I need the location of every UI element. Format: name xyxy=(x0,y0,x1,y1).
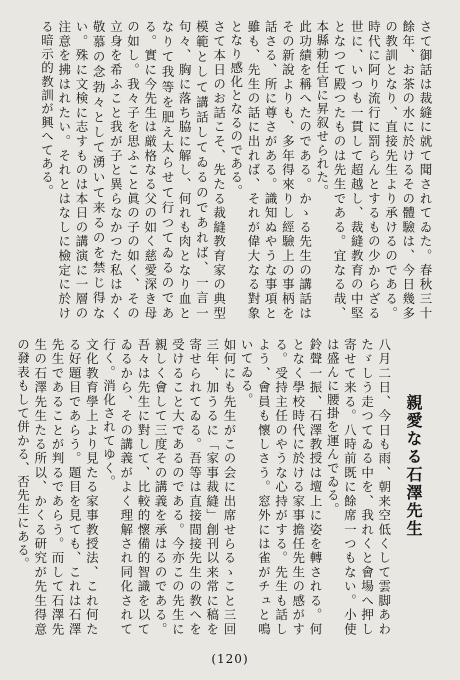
text-area xyxy=(15,20,434,636)
section-heading: 親愛なる石澤先生 xyxy=(404,394,423,538)
paragraph: 如何にも先生がこの会に出席せらるゝこと三回三年、加うるに「家事裁縫」創刊以来常に稿を寄せられてゐる。吾等は直接間接先生の教へを受けること大であるのである。今亦この先生に親しく會して三度その講義を承はるのである。吾々は先生に對して、比較的懷備的智識を以てゐるから、その講義がよく理解され同化されて行く。消化されてゆく。 xyxy=(101,338,237,636)
paragraph: 文化教育學上より見たる家事教授法、これ何たる好題目であらう。題目を見ても、これは石澤先生であることが判るであらう。而して石澤先生の石澤先生たる所以、かくる研究が先生得意の發表もして併かる、否先生にある。 xyxy=(15,338,100,636)
paragraph: 八月二日、今日も雨、朝来空低くして雲脚あわたゞしう走つてゐる中を、我れくと會場へ押し寄せて来る。八時前既に餘席一つもない。小使は盛んに腰掛を運んでゐる。 xyxy=(325,338,392,636)
paragraph: さて本日のお話こそ、先たる裁縫教育家の典型模範として講話してゐるのであれば、一言一句々、胸に落ち脇に解し、何れも肉となり血となりて我等を肥え太らせて行つてゐるのである。實に今先生は厳格なる父の如く慈愛深き母の如し。我々子を思ふこと眞の子の如く、その立身を希ふこと我が子と異らなかつた私はかく敬慕の念勃々として湧いて来るのを禁じ得ない。殊に文検に志すものは本日の講演に一層の注意を拂はれたい。それとはなしに檢定に於ける暗示的教訓が興へてある。 xyxy=(39,20,227,320)
top-text-block xyxy=(38,20,434,320)
bottom-text-block xyxy=(15,338,434,636)
page-number: (120) xyxy=(211,652,249,666)
paragraph: さて御話は裁縫に就て聞されてゐた。春秋三十餘年、お茶の水に於けるその體驗は、今日幾多の教訓となり、直接先生より承けるのである。時代に阿り流行に罰らんとするもの少からざる世に、いつも一貫して超越し、裁縫教育の中堅となつて殿つたものは先生である。宜なる哉、本縣勅任官に昇叙せられた。 xyxy=(314,20,433,320)
paragraph: 此功績を稱へたのである。かゝる先生の講話はその新說よりも、多年得來りし經驗上の事柄を話さる、所に尊さがある。識知ぬやうな事項と雖も、先生の話に出れば、それが偉大なる對象となり感化となるのである。 xyxy=(228,20,313,320)
paragraph: 鈴聲一振、石澤教授は壇上に姿を轉される。何となく學校時代に於ける家事擔任先生の感がする。受持主任のやうな心持がする。先生も話しよう、會員も懷しさう。窓外には雀がチュと鳴いてゐる。 xyxy=(239,338,323,636)
